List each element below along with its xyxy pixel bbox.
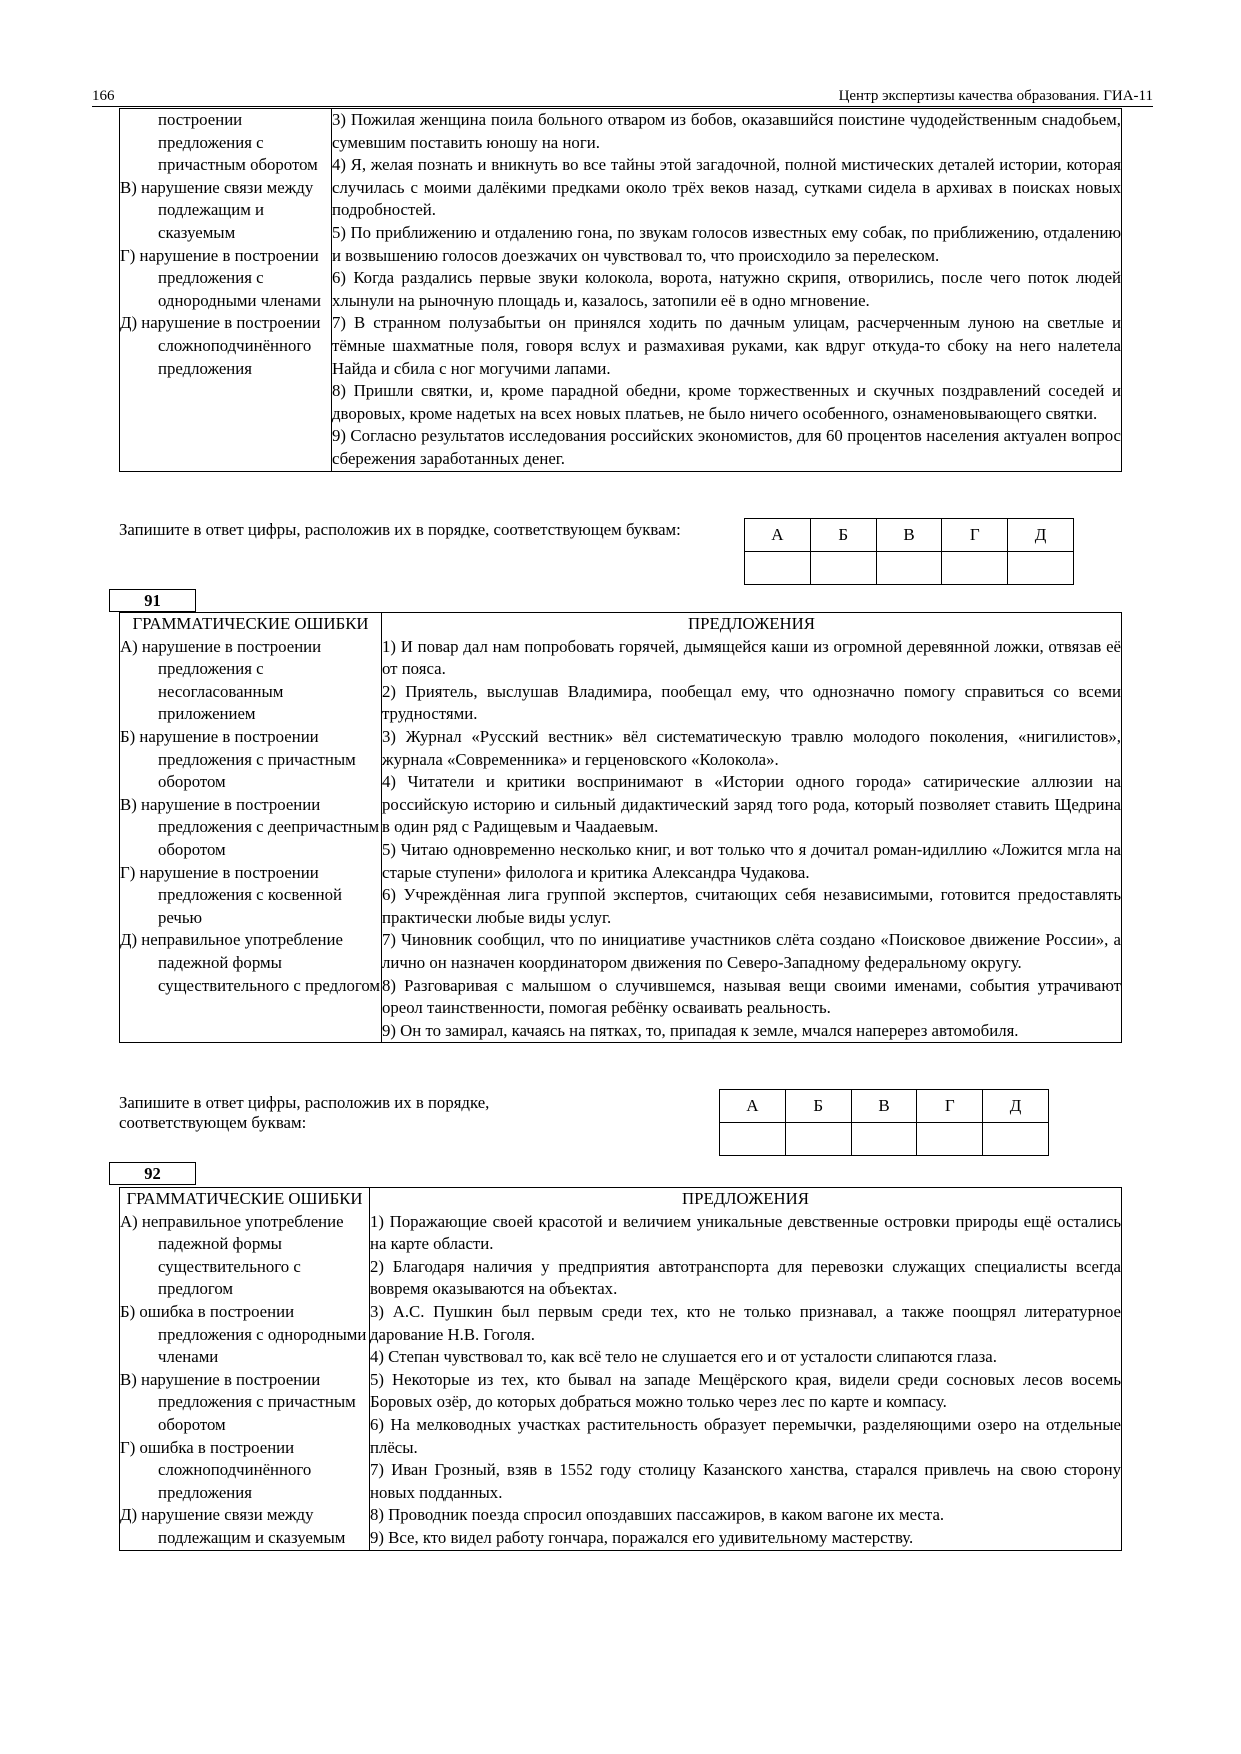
sentence-item: 6) Когда раздались первые звуки колокола, ворота, натужно скрипя, отворились, после чего поток людей хлынули на рыночную площадь и, казалось, затопили её в одно мгновение.: [332, 268, 1121, 310]
error-item: В) нарушение в построении предложения с причастным оборотом: [120, 1369, 356, 1434]
answer-instruction: Запишите в ответ цифры, расположив их в порядке, соответствующем буквам:: [119, 1093, 490, 1132]
task-number: 91: [109, 589, 196, 612]
sentences-heading: ПРЕДЛОЖЕНИЯ: [682, 1189, 809, 1208]
sentence-item: 3) Пожилая женщина поила больного отваром из бобов, оказавшийся поистине чудодейственным снадобьем, сумевшим поставить юношу на ноги.: [332, 110, 1121, 152]
answer-letter: А: [720, 1090, 786, 1123]
answer-cell[interactable]: [876, 552, 942, 585]
answer-letter: Г: [917, 1090, 983, 1123]
sentence-item: 7) Иван Грозный, взяв в 1552 году столицу Казанского ханства, старался привлечь на свою сторону новых подданных.: [370, 1460, 1121, 1502]
sentence-item: 7) Чиновник сообщил, что по инициативе участников слёта создано «Поисковое движение России», а лично он назначен координатором движения по Северо-Западному федеральному округу.: [382, 930, 1121, 972]
sentences-column: [382, 613, 1122, 1043]
answer-grid[interactable]: [744, 518, 1074, 585]
sentence-item: 8) Разговаривая с малышом о случившемся, называя вещи своими именами, события утрачивают ореол таинственности, помогая ребёнку осваивать реальность.: [382, 975, 1121, 1018]
header-rule: [92, 106, 1153, 107]
answer-cell[interactable]: [917, 1123, 983, 1156]
answer-cell[interactable]: [983, 1123, 1049, 1156]
answer-letter: Б: [810, 519, 876, 552]
sentence-item: 2) Благодаря наличия у предприятия автотранспорта для перевозки служащих специалисты всегда вовремя оказываются на объектах.: [370, 1256, 1121, 1299]
answer-cell[interactable]: [942, 552, 1008, 585]
sentence-item: 1) Поражающие своей красотой и величием уникальные девственные островки природы ещё остались на карте области.: [370, 1211, 1121, 1254]
answer-letter: В: [876, 519, 942, 552]
error-item: В) нарушение в построении предложения с деепричастным оборотом: [120, 794, 380, 859]
sentence-item: 8) Пришли святки, и, кроме парадной обедни, кроме торжественных и скучных поздравлений соседей и дворовых, кроме надетых на всех новых платьев, не было ничего особенного, ознаменовывающего святки.: [332, 381, 1121, 423]
answer-cell[interactable]: [810, 552, 876, 585]
sentence-item: 7) В странном полузабытьи он принялся ходить по дачным улицам, расчерченным луною на светлые и тёмные шахматные поля, говоря вслух и размахивая руками, как вдруг откуда-то сбоку на него налетела Найда и сбила с ног могучими лапами.: [332, 313, 1121, 378]
error-item: Д) нарушение связи между подлежащим и сказуемым: [120, 1505, 346, 1547]
answer-letter: А: [745, 519, 811, 552]
sentence-item: 4) Читатели и критики воспринимают в «Истории одного города» сатирические аллюзии на российскую историю и сильный дидактический заряд того рода, который позволяет ставить Щедрина в один ряд с Радищевым и Чаадаевым.: [382, 772, 1121, 837]
answer-cell[interactable]: [785, 1123, 851, 1156]
sentences-heading: ПРЕДЛОЖЕНИЯ: [688, 614, 815, 633]
sentences-column: [332, 109, 1122, 472]
sentence-item: 1) И повар дал нам попробовать горячей, дымящейся каши из огромной деревянной ложки, отвязав её от пояса.: [382, 636, 1121, 679]
sentence-item: 4) Я, желая познать и вникнуть во все тайны этой загадочной, полной мистических деталей истории, которая случилась с моими далёкими предками около трёх веков назад, сутками сидела в архивах в поисках новых подробностей.: [332, 155, 1121, 220]
answer-instruction: Запишите в ответ цифры, расположив их в порядке, соответствующем буквам:: [119, 520, 681, 539]
sentence-item: 2) Приятель, выслушав Владимира, пообещал ему, что однозначно помогу справиться со всеми трудностями.: [382, 681, 1121, 724]
error-item: В) нарушение связи между подлежащим и сказуемым: [120, 177, 314, 242]
error-item: Б) нарушение в построении предложения с причастным оборотом: [120, 726, 356, 792]
errors-column: [120, 613, 382, 1043]
answer-cell[interactable]: [745, 552, 811, 585]
answer-cell[interactable]: [720, 1123, 786, 1156]
sentence-item: 5) Читаю одновременно несколько книг, и вот только что я дочитал роман-идиллию «Ложится мгла на старые ступени» филолога и критика Александра Чудакова.: [382, 839, 1121, 882]
page-header-title: Центр экспертизы качества образования. ГИА-11: [838, 88, 1153, 104]
errors-heading: ГРАММАТИЧЕСКИЕ ОШИБКИ: [126, 1189, 363, 1208]
answer-cell[interactable]: [1008, 552, 1074, 585]
errors-column: [120, 109, 332, 472]
answer-letter: Г: [942, 519, 1008, 552]
task-number: 92: [109, 1162, 196, 1185]
answer-letter: В: [851, 1090, 917, 1123]
sentence-item: 5) Некоторые из тех, кто бывал на западе Мещёрского края, видели среди сосновых лесов восемь Боровых озёр, до которых добраться можно только через лес по карте и компасу.: [370, 1369, 1121, 1412]
error-item: Д) неправильное употребление падежной формы существительного с предлогом: [120, 930, 381, 995]
sentence-item: 8) Проводник поезда спросил опоздавших пассажиров, в каком вагоне их места.: [370, 1505, 945, 1525]
answer-cell[interactable]: [851, 1123, 917, 1156]
sentence-item: 6) Учреждённая лига группой экспертов, считающих себя независимыми, готовится предоставлять практически любые виды услуг.: [382, 885, 1121, 927]
page-number: 166: [92, 88, 115, 104]
sentence-item: 4) Степан чувствовал то, как всё тело не слушается его и от усталости слипаются глаза.: [370, 1347, 997, 1367]
error-item: Г) ошибка в построении сложноподчинённого предложения: [120, 1437, 312, 1502]
sentence-item: 3) Журнал «Русский вестник» вёл систематическую травлю молодого поколения, «нигилистов», журнала «Современника» и герценовского «Колокола».: [382, 726, 1121, 769]
error-item: Д) нарушение в построении сложноподчинённого предложения: [120, 313, 321, 378]
errors-column: [120, 1188, 370, 1551]
sentence-item: 5) По приближению и отдалению гона, по звукам голосов известных ему собак, по приближению, отдалению и возвышению голосов доезжачих он чувствовал то, что происходило за перелеском.: [332, 222, 1121, 265]
answer-letter: Б: [785, 1090, 851, 1123]
sentence-item: 9) Согласно результатов исследования российских экономистов, для 60 процентов населения актуален вопрос сбережения заработанных денег.: [332, 426, 1121, 468]
task-91-table: [119, 612, 1122, 1043]
error-item: Г) нарушение в построении предложения с однородными членами: [120, 245, 321, 310]
sentence-item: 9) Все, кто видел работу гончара, поражался его удивительному мастерству.: [370, 1527, 914, 1547]
task-90-table: [119, 108, 1122, 472]
errors-heading: ГРАММАТИЧЕСКИЕ ОШИБКИ: [132, 614, 369, 633]
error-item: Г) нарушение в построении предложения с косвенной речью: [120, 862, 342, 927]
sentence-item: 6) На мелководных участках растительность образует перемычки, разделяющими озеро на отдельные плёсы.: [370, 1414, 1121, 1457]
error-item: построении предложения с причастным оборотом: [158, 110, 318, 175]
sentence-item: 9) Он то замирал, качаясь на пятках, то, припадая к земле, мчался наперерез автомобиля.: [382, 1020, 1019, 1040]
sentences-column: [370, 1188, 1122, 1551]
task-92-table: [119, 1187, 1122, 1551]
error-item: Б) ошибка в построении предложения с однородными членами: [120, 1301, 367, 1367]
answer-grid[interactable]: [719, 1089, 1049, 1156]
sentence-item: 3) А.С. Пушкин был первым среди тех, кто не только признавал, а также поощрял литературное дарование Н.В. Гоголя.: [370, 1301, 1121, 1344]
error-item: А) неправильное употребление падежной формы существительного с предлогом: [120, 1211, 344, 1299]
answer-letter: Д: [983, 1090, 1049, 1123]
error-item: А) нарушение в построении предложения с несогласованным приложением: [120, 636, 322, 724]
answer-letter: Д: [1008, 519, 1074, 552]
